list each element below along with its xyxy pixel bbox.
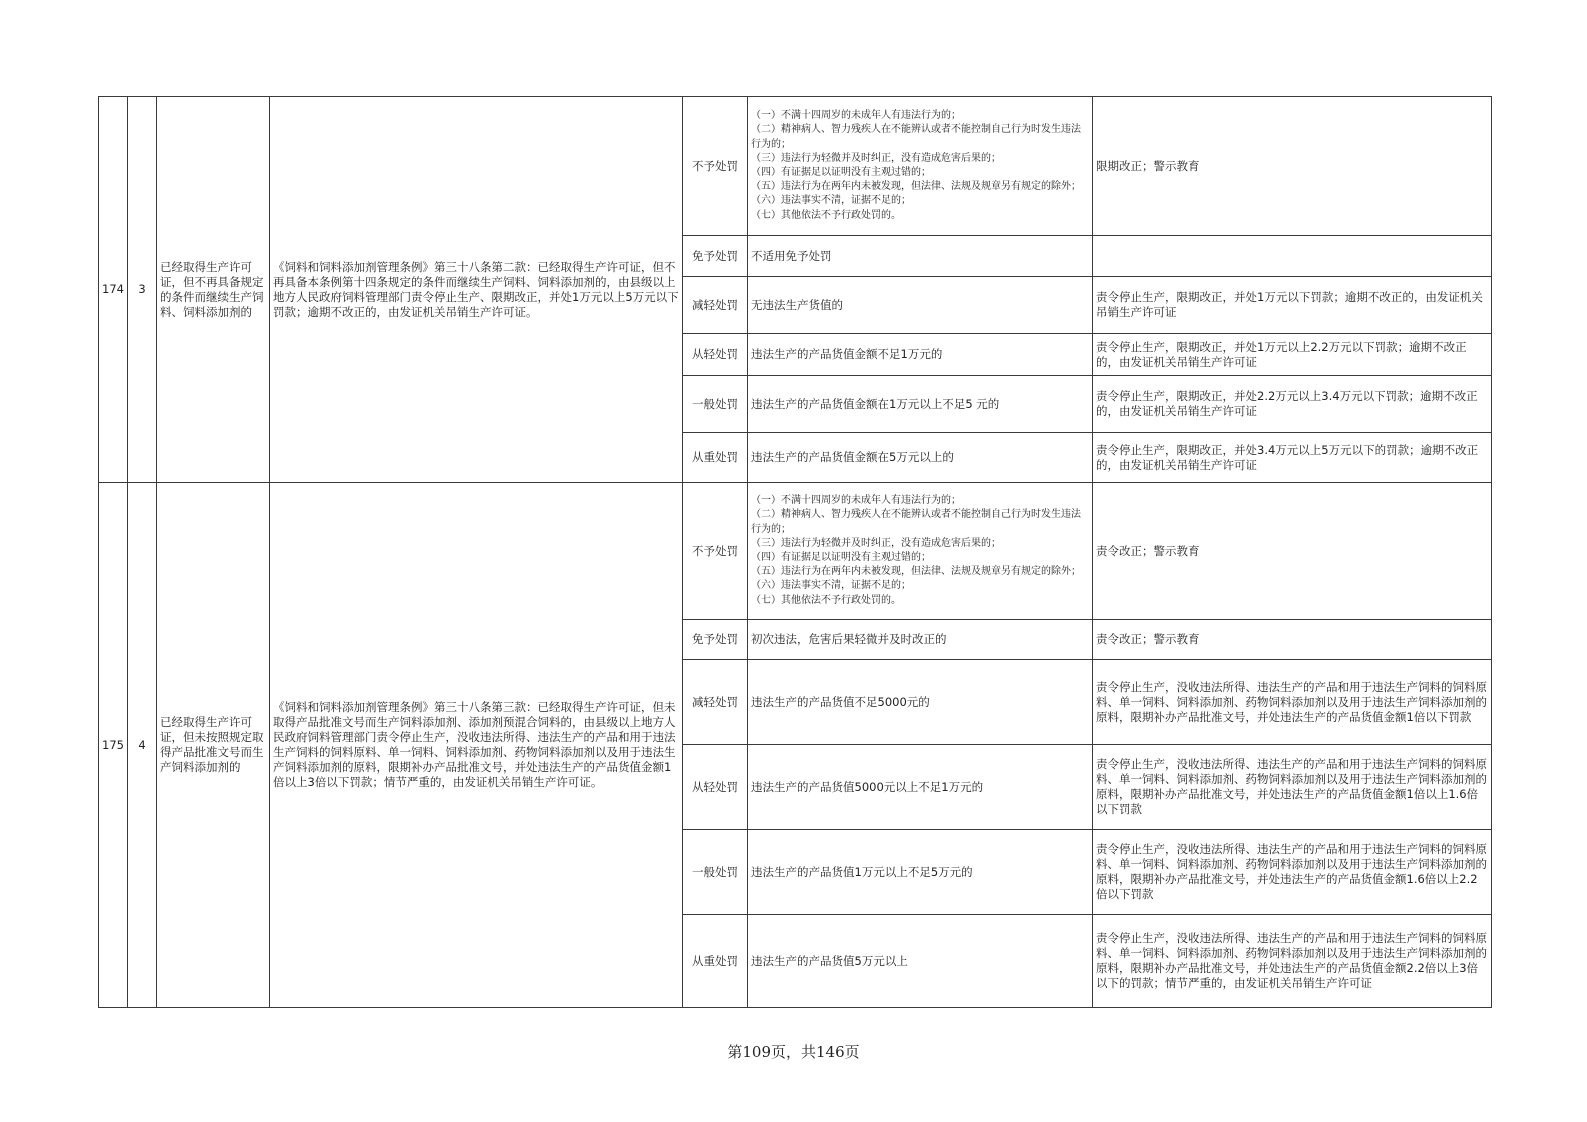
penalty-level: 免予处罚 — [683, 236, 748, 277]
penalty-measure: 责令停止生产，没收违法所得、违法生产的产品和用于违法生产饲料的饲料原料、单一饲料、饲料添加剂、药物饲料添加剂以及用于违法生产饲料添加剂的原料，限期补办产品批准文号，并处违法生产的产品货值金额1倍以下罚款 — [1093, 660, 1492, 745]
item-number: 175 — [99, 483, 128, 1008]
applicable-criteria: 违法生产的产品货值金额在5万元以上的 — [748, 433, 1093, 483]
page-number: 第109页，共146页 — [727, 1043, 860, 1061]
penalty-discretion-table — [98, 96, 1492, 1008]
applicable-criteria: 违法生产的产品货值不足5000元的 — [748, 660, 1093, 745]
applicable-criteria: 违法生产的产品货值1万元以上不足5万元的 — [748, 830, 1093, 915]
penalty-measure: 责令改正；警示教育 — [1093, 620, 1492, 660]
violation-description: 已经取得生产许可证，但不再具备规定的条件而继续生产饲料、饲料添加剂的 — [157, 97, 270, 483]
applicable-criteria: （一）不满十四周岁的未成年人有违法行为的； （二）精神病人、智力残疾人在不能辨认或者不能控制自己行为时发生违法行为的； （三）违法行为轻微并及时纠正，没有造成危害后果的； （四）有证据足以证明没有主观过错的； （五）违法行为在两年内未被发现，但法律、法规及规章另有规定的除外； （六）违法事实不清，证据不足的； （七）其他依法不予行政处罚的。 — [748, 97, 1093, 236]
penalty-level: 不予处罚 — [683, 483, 748, 620]
item-number: 174 — [99, 97, 128, 483]
applicable-criteria: 违法生产的产品货值金额不足1万元的 — [748, 334, 1093, 376]
item-sub-number: 3 — [128, 97, 157, 483]
applicable-criteria: 违法生产的产品货值金额在1万元以上不足5 元的 — [748, 376, 1093, 433]
penalty-measure: 责令停止生产，没收违法所得、违法生产的产品和用于违法生产饲料的饲料原料、单一饲料、饲料添加剂、药物饲料添加剂以及用于违法生产饲料添加剂的原料，限期补办产品批准文号，并处违法生产的产品货值金额2.2倍以上3倍以下的罚款；情节严重的，由发证机关吊销生产许可证 — [1093, 915, 1492, 1008]
penalty-measure: 责令改正；警示教育 — [1093, 483, 1492, 620]
penalty-level: 减轻处罚 — [683, 277, 748, 334]
penalty-measure — [1093, 236, 1492, 277]
penalty-measure: 责令停止生产，没收违法所得、违法生产的产品和用于违法生产饲料的饲料原料、单一饲料、饲料添加剂、药物饲料添加剂以及用于违法生产饲料添加剂的原料，限期补办产品批准文号，并处违法生产的产品货值金额1倍以上1.6倍以下罚款 — [1093, 745, 1492, 830]
applicable-criteria: 不适用免予处罚 — [748, 236, 1093, 277]
applicable-criteria: 违法生产的产品货值5万元以上 — [748, 915, 1093, 1008]
penalty-measure: 责令停止生产，没收违法所得、违法生产的产品和用于违法生产饲料的饲料原料、单一饲料、饲料添加剂、药物饲料添加剂以及用于违法生产饲料添加剂的原料，限期补办产品批准文号，并处违法生产的产品货值金额1.6倍以上2.2倍以下罚款 — [1093, 830, 1492, 915]
penalty-measure: 限期改正；警示教育 — [1093, 97, 1492, 236]
legal-basis: 《饲料和饲料添加剂管理条例》第三十八条第二款：已经取得生产许可证，但不再具备本条例第十四条规定的条件而继续生产饲料、饲料添加剂的，由县级以上地方人民政府饲料管理部门责令停止生产、限期改正，并处1万元以上5万元以下罚款；逾期不改正的，由发证机关吊销生产许可证。 — [270, 97, 683, 483]
penalty-level: 一般处罚 — [683, 376, 748, 433]
penalty-level: 一般处罚 — [683, 830, 748, 915]
penalty-level: 从轻处罚 — [683, 745, 748, 830]
penalty-level: 从轻处罚 — [683, 334, 748, 376]
applicable-criteria: 初次违法，危害后果轻微并及时改正的 — [748, 620, 1093, 660]
applicable-criteria: 无违法生产货值的 — [748, 277, 1093, 334]
table-row — [99, 97, 1492, 236]
penalty-level: 从重处罚 — [683, 915, 748, 1008]
penalty-level: 免予处罚 — [683, 620, 748, 660]
applicable-criteria: 违法生产的产品货值5000元以上不足1万元的 — [748, 745, 1093, 830]
penalty-measure: 责令停止生产，限期改正，并处2.2万元以上3.4万元以下罚款；逾期不改正的，由发证机关吊销生产许可证 — [1093, 376, 1492, 433]
violation-description: 已经取得生产许可证，但未按照规定取得产品批准文号而生产饲料添加剂的 — [157, 483, 270, 1008]
penalty-measure: 责令停止生产，限期改正，并处1万元以上2.2万元以下罚款；逾期不改正的，由发证机关吊销生产许可证 — [1093, 334, 1492, 376]
legal-basis: 《饲料和饲料添加剂管理条例》第三十八条第三款：已经取得生产许可证，但未取得产品批准文号而生产饲料添加剂、添加剂预混合饲料的，由县级以上地方人民政府饲料管理部门责令停止生产，没收违法所得、违法生产的产品和用于违法生产饲料的饲料原料、单一饲料、饲料添加剂、药物饲料添加剂以及用于违法生产饲料添加剂的原料，限期补办产品批准文号，并处违法生产的产品货值金额1倍以上3倍以下罚款；情节严重的，由发证机关吊销生产许可证。 — [270, 483, 683, 1008]
table-row — [99, 483, 1492, 620]
penalty-measure: 责令停止生产，限期改正，并处3.4万元以上5万元以下的罚款；逾期不改正的，由发证机关吊销生产许可证 — [1093, 433, 1492, 483]
applicable-criteria: （一）不满十四周岁的未成年人有违法行为的； （二）精神病人、智力残疾人在不能辨认或者不能控制自己行为时发生违法行为的； （三）违法行为轻微并及时纠正，没有造成危害后果的； （四）有证据足以证明没有主观过错的； （五）违法行为在两年内未被发现，但法律、法规及规章另有规定的除外； （六）违法事实不清，证据不足的； （七）其他依法不予行政处罚的。 — [748, 483, 1093, 620]
item-sub-number: 4 — [128, 483, 157, 1008]
penalty-level: 不予处罚 — [683, 97, 748, 236]
penalty-level: 从重处罚 — [683, 433, 748, 483]
penalty-level: 减轻处罚 — [683, 660, 748, 745]
penalty-measure: 责令停止生产，限期改正，并处1万元以下罚款；逾期不改正的，由发证机关吊销生产许可证 — [1093, 277, 1492, 334]
